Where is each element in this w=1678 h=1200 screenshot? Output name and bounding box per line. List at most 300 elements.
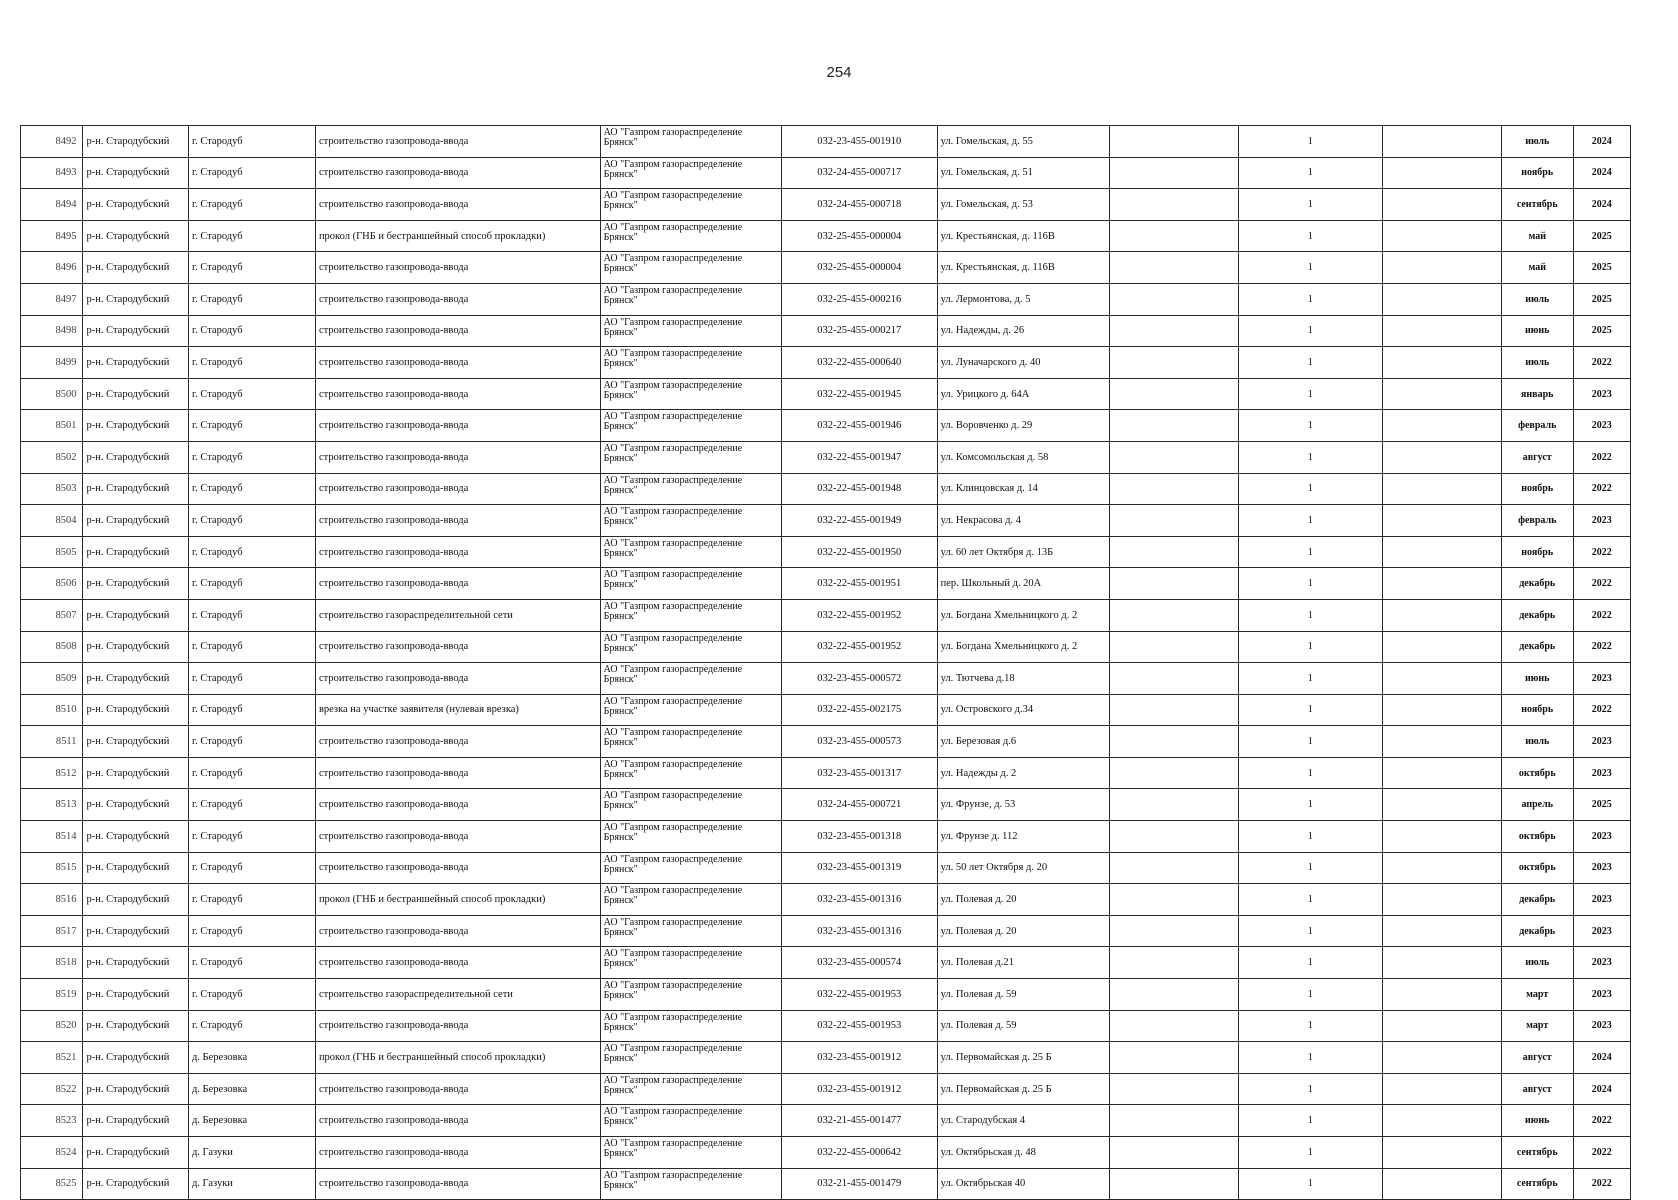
- table-row: [21, 315, 1631, 347]
- address-cell: ул. Полевая д. 59: [937, 979, 1109, 1011]
- work-type-cell: прокол (ГНБ и бестраншейный способ прокладки): [315, 220, 600, 252]
- work-type-cell: строительство газопровода-ввода: [315, 757, 600, 789]
- object-code-cell: 032-22-455-002175: [781, 694, 937, 726]
- organization-cell: АО "Газпром газораспределение Брянск": [600, 1105, 781, 1137]
- table-row: [21, 1073, 1631, 1105]
- district-cell: р-н. Стародубский: [83, 599, 188, 631]
- empty-cell: [1383, 1168, 1502, 1200]
- quantity-cell: 1: [1238, 568, 1382, 600]
- row-number: 8503: [21, 473, 83, 505]
- organization-cell: АО "Газпром газораспределение Брянск": [600, 757, 781, 789]
- work-type-cell: строительство газопровода-ввода: [315, 1073, 600, 1105]
- row-number: 8523: [21, 1105, 83, 1137]
- organization-cell: АО "Газпром газораспределение Брянск": [600, 726, 781, 758]
- row-number: 8512: [21, 757, 83, 789]
- row-number: 8520: [21, 1010, 83, 1042]
- year-cell: 2022: [1573, 1105, 1630, 1137]
- locality-cell: д. Березовка: [188, 1073, 315, 1105]
- work-type-cell: прокол (ГНБ и бестраншейный способ прокладки): [315, 1042, 600, 1074]
- address-cell: ул. Стародубская 4: [937, 1105, 1109, 1137]
- district-cell: р-н. Стародубский: [83, 347, 188, 379]
- locality-cell: г. Стародуб: [188, 663, 315, 695]
- district-cell: р-н. Стародубский: [83, 821, 188, 853]
- object-code-cell: 032-22-455-001950: [781, 536, 937, 568]
- empty-cell: [1109, 283, 1238, 315]
- quantity-cell: 1: [1238, 1073, 1382, 1105]
- object-code-cell: 032-22-455-001953: [781, 979, 937, 1011]
- month-cell: июнь: [1501, 663, 1573, 695]
- empty-cell: [1383, 789, 1502, 821]
- year-cell: 2023: [1573, 979, 1630, 1011]
- district-cell: р-н. Стародубский: [83, 663, 188, 695]
- year-cell: 2022: [1573, 568, 1630, 600]
- empty-cell: [1383, 1137, 1502, 1169]
- table-row: [21, 410, 1631, 442]
- address-cell: ул. Октябрьская 40: [937, 1168, 1109, 1200]
- quantity-cell: 1: [1238, 157, 1382, 189]
- locality-cell: г. Стародуб: [188, 157, 315, 189]
- row-number: 8499: [21, 347, 83, 379]
- empty-cell: [1383, 505, 1502, 537]
- year-cell: 2022: [1573, 441, 1630, 473]
- month-cell: июль: [1501, 726, 1573, 758]
- quantity-cell: 1: [1238, 726, 1382, 758]
- row-number: 8508: [21, 631, 83, 663]
- address-cell: ул. Гомельская, д. 51: [937, 157, 1109, 189]
- empty-cell: [1383, 631, 1502, 663]
- work-type-cell: прокол (ГНБ и бестраншейный способ прокладки): [315, 884, 600, 916]
- year-cell: 2022: [1573, 694, 1630, 726]
- quantity-cell: 1: [1238, 283, 1382, 315]
- month-cell: декабрь: [1501, 884, 1573, 916]
- quantity-cell: 1: [1238, 126, 1382, 158]
- empty-cell: [1109, 915, 1238, 947]
- work-type-cell: строительство газораспределительной сети: [315, 979, 600, 1011]
- locality-cell: г. Стародуб: [188, 473, 315, 505]
- quantity-cell: 1: [1238, 347, 1382, 379]
- locality-cell: г. Стародуб: [188, 315, 315, 347]
- table-row: [21, 505, 1631, 537]
- row-number: 8494: [21, 189, 83, 221]
- work-type-cell: строительство газопровода-ввода: [315, 947, 600, 979]
- work-type-cell: строительство газопровода-ввода: [315, 852, 600, 884]
- quantity-cell: 1: [1238, 1105, 1382, 1137]
- district-cell: р-н. Стародубский: [83, 378, 188, 410]
- object-code-cell: 032-25-455-000004: [781, 252, 937, 284]
- table-row: [21, 441, 1631, 473]
- month-cell: ноябрь: [1501, 157, 1573, 189]
- address-cell: ул. Некрасова д. 4: [937, 505, 1109, 537]
- district-cell: р-н. Стародубский: [83, 1105, 188, 1137]
- organization-cell: АО "Газпром газораспределение Брянск": [600, 536, 781, 568]
- address-cell: ул. Крестьянская, д. 116В: [937, 220, 1109, 252]
- district-cell: р-н. Стародубский: [83, 1042, 188, 1074]
- organization-cell: АО "Газпром газораспределение Брянск": [600, 915, 781, 947]
- year-cell: 2022: [1573, 1137, 1630, 1169]
- empty-cell: [1109, 947, 1238, 979]
- object-code-cell: 032-23-455-000573: [781, 726, 937, 758]
- empty-cell: [1109, 1073, 1238, 1105]
- empty-cell: [1383, 915, 1502, 947]
- organization-cell: АО "Газпром газораспределение Брянск": [600, 568, 781, 600]
- work-type-cell: строительство газопровода-ввода: [315, 315, 600, 347]
- district-cell: р-н. Стародубский: [83, 220, 188, 252]
- empty-cell: [1383, 979, 1502, 1011]
- month-cell: ноябрь: [1501, 536, 1573, 568]
- organization-cell: АО "Газпром газораспределение Брянск": [600, 220, 781, 252]
- month-cell: апрель: [1501, 789, 1573, 821]
- month-cell: июль: [1501, 347, 1573, 379]
- row-number: 8519: [21, 979, 83, 1011]
- month-cell: декабрь: [1501, 631, 1573, 663]
- row-number: 8501: [21, 410, 83, 442]
- organization-cell: АО "Газпром газораспределение Брянск": [600, 694, 781, 726]
- district-cell: р-н. Стародубский: [83, 789, 188, 821]
- month-cell: август: [1501, 1073, 1573, 1105]
- empty-cell: [1109, 726, 1238, 758]
- table-row: [21, 915, 1631, 947]
- row-number: 8511: [21, 726, 83, 758]
- organization-cell: АО "Газпром газораспределение Брянск": [600, 410, 781, 442]
- address-cell: ул. Крестьянская, д. 116В: [937, 252, 1109, 284]
- quantity-cell: 1: [1238, 1168, 1382, 1200]
- row-number: 8493: [21, 157, 83, 189]
- quantity-cell: 1: [1238, 410, 1382, 442]
- object-code-cell: 032-24-455-000721: [781, 789, 937, 821]
- address-cell: ул. Первомайская д. 25 Б: [937, 1042, 1109, 1074]
- empty-cell: [1109, 1105, 1238, 1137]
- empty-cell: [1383, 599, 1502, 631]
- empty-cell: [1109, 1042, 1238, 1074]
- row-number: 8506: [21, 568, 83, 600]
- row-number: 8522: [21, 1073, 83, 1105]
- table-row: [21, 220, 1631, 252]
- quantity-cell: 1: [1238, 189, 1382, 221]
- row-number: 8495: [21, 220, 83, 252]
- month-cell: сентябрь: [1501, 1137, 1573, 1169]
- year-cell: 2024: [1573, 157, 1630, 189]
- table-row: [21, 283, 1631, 315]
- month-cell: июль: [1501, 283, 1573, 315]
- work-type-cell: строительство газопровода-ввода: [315, 283, 600, 315]
- district-cell: р-н. Стародубский: [83, 536, 188, 568]
- empty-cell: [1109, 852, 1238, 884]
- empty-cell: [1109, 631, 1238, 663]
- quantity-cell: 1: [1238, 694, 1382, 726]
- locality-cell: г. Стародуб: [188, 599, 315, 631]
- table-row: [21, 126, 1631, 158]
- work-type-cell: строительство газопровода-ввода: [315, 726, 600, 758]
- work-type-cell: строительство газопровода-ввода: [315, 126, 600, 158]
- organization-cell: АО "Газпром газораспределение Брянск": [600, 789, 781, 821]
- district-cell: р-н. Стародубский: [83, 1010, 188, 1042]
- district-cell: р-н. Стародубский: [83, 884, 188, 916]
- address-cell: ул. Гомельская, д. 53: [937, 189, 1109, 221]
- row-number: 8525: [21, 1168, 83, 1200]
- row-number: 8518: [21, 947, 83, 979]
- address-cell: ул. Октябрьская д. 48: [937, 1137, 1109, 1169]
- district-cell: р-н. Стародубский: [83, 915, 188, 947]
- organization-cell: АО "Газпром газораспределение Брянск": [600, 1168, 781, 1200]
- organization-cell: АО "Газпром газораспределение Брянск": [600, 884, 781, 916]
- object-code-cell: 032-25-455-000004: [781, 220, 937, 252]
- registry-table: [20, 125, 1631, 1200]
- year-cell: 2022: [1573, 631, 1630, 663]
- quantity-cell: 1: [1238, 315, 1382, 347]
- table-row: [21, 979, 1631, 1011]
- table-row: [21, 1168, 1631, 1200]
- empty-cell: [1383, 315, 1502, 347]
- empty-cell: [1109, 884, 1238, 916]
- object-code-cell: 032-23-455-000572: [781, 663, 937, 695]
- quantity-cell: 1: [1238, 252, 1382, 284]
- work-type-cell: строительство газопровода-ввода: [315, 505, 600, 537]
- work-type-cell: строительство газопровода-ввода: [315, 473, 600, 505]
- year-cell: 2025: [1573, 283, 1630, 315]
- district-cell: р-н. Стародубский: [83, 157, 188, 189]
- address-cell: ул. Тютчева д.18: [937, 663, 1109, 695]
- district-cell: р-н. Стародубский: [83, 505, 188, 537]
- empty-cell: [1383, 283, 1502, 315]
- empty-cell: [1109, 599, 1238, 631]
- empty-cell: [1109, 473, 1238, 505]
- month-cell: июнь: [1501, 1105, 1573, 1137]
- work-type-cell: строительство газопровода-ввода: [315, 378, 600, 410]
- locality-cell: г. Стародуб: [188, 252, 315, 284]
- locality-cell: д. Газуки: [188, 1137, 315, 1169]
- month-cell: май: [1501, 220, 1573, 252]
- year-cell: 2022: [1573, 1168, 1630, 1200]
- empty-cell: [1109, 1168, 1238, 1200]
- locality-cell: г. Стародуб: [188, 694, 315, 726]
- row-number: 8524: [21, 1137, 83, 1169]
- organization-cell: АО "Газпром газораспределение Брянск": [600, 441, 781, 473]
- object-code-cell: 032-22-455-001948: [781, 473, 937, 505]
- work-type-cell: строительство газопровода-ввода: [315, 789, 600, 821]
- empty-cell: [1109, 789, 1238, 821]
- organization-cell: АО "Газпром газораспределение Брянск": [600, 347, 781, 379]
- object-code-cell: 032-22-455-001953: [781, 1010, 937, 1042]
- district-cell: р-н. Стародубский: [83, 694, 188, 726]
- quantity-cell: 1: [1238, 1137, 1382, 1169]
- locality-cell: г. Стародуб: [188, 441, 315, 473]
- organization-cell: АО "Газпром газораспределение Брянск": [600, 505, 781, 537]
- locality-cell: г. Стародуб: [188, 979, 315, 1011]
- address-cell: ул. Полевая д. 20: [937, 915, 1109, 947]
- work-type-cell: строительство газопровода-ввода: [315, 1105, 600, 1137]
- row-number: 8502: [21, 441, 83, 473]
- address-cell: ул. Первомайская д. 25 Б: [937, 1073, 1109, 1105]
- row-number: 8504: [21, 505, 83, 537]
- month-cell: октябрь: [1501, 757, 1573, 789]
- year-cell: 2023: [1573, 410, 1630, 442]
- object-code-cell: 032-21-455-001477: [781, 1105, 937, 1137]
- month-cell: март: [1501, 979, 1573, 1011]
- object-code-cell: 032-23-455-001318: [781, 821, 937, 853]
- table-row: [21, 947, 1631, 979]
- object-code-cell: 032-23-455-001316: [781, 884, 937, 916]
- object-code-cell: 032-22-455-001951: [781, 568, 937, 600]
- locality-cell: г. Стародуб: [188, 884, 315, 916]
- empty-cell: [1109, 821, 1238, 853]
- organization-cell: АО "Газпром газораспределение Брянск": [600, 126, 781, 158]
- district-cell: р-н. Стародубский: [83, 473, 188, 505]
- district-cell: р-н. Стародубский: [83, 947, 188, 979]
- table-row: [21, 599, 1631, 631]
- row-number: 8505: [21, 536, 83, 568]
- object-code-cell: 032-22-455-001949: [781, 505, 937, 537]
- object-code-cell: 032-23-455-001912: [781, 1073, 937, 1105]
- table-row: [21, 789, 1631, 821]
- empty-cell: [1383, 536, 1502, 568]
- address-cell: ул. Полевая д. 20: [937, 884, 1109, 916]
- work-type-cell: врезка на участке заявителя (нулевая врезка): [315, 694, 600, 726]
- quantity-cell: 1: [1238, 663, 1382, 695]
- address-cell: ул. Лермонтова, д. 5: [937, 283, 1109, 315]
- locality-cell: г. Стародуб: [188, 220, 315, 252]
- quantity-cell: 1: [1238, 536, 1382, 568]
- table-row: [21, 694, 1631, 726]
- row-number: 8515: [21, 852, 83, 884]
- organization-cell: АО "Газпром газораспределение Брянск": [600, 283, 781, 315]
- empty-cell: [1383, 757, 1502, 789]
- object-code-cell: 032-22-455-001952: [781, 599, 937, 631]
- empty-cell: [1109, 979, 1238, 1011]
- locality-cell: г. Стародуб: [188, 1010, 315, 1042]
- organization-cell: АО "Газпром газораспределение Брянск": [600, 1073, 781, 1105]
- locality-cell: г. Стародуб: [188, 126, 315, 158]
- year-cell: 2023: [1573, 1010, 1630, 1042]
- row-number: 8514: [21, 821, 83, 853]
- organization-cell: АО "Газпром газораспределение Брянск": [600, 599, 781, 631]
- table-row: [21, 568, 1631, 600]
- organization-cell: АО "Газпром газораспределение Брянск": [600, 252, 781, 284]
- month-cell: сентябрь: [1501, 1168, 1573, 1200]
- object-code-cell: 032-22-455-001952: [781, 631, 937, 663]
- object-code-cell: 032-23-455-001316: [781, 915, 937, 947]
- district-cell: р-н. Стародубский: [83, 1137, 188, 1169]
- work-type-cell: строительство газопровода-ввода: [315, 663, 600, 695]
- empty-cell: [1383, 252, 1502, 284]
- year-cell: 2023: [1573, 757, 1630, 789]
- year-cell: 2025: [1573, 789, 1630, 821]
- empty-cell: [1109, 220, 1238, 252]
- empty-cell: [1109, 536, 1238, 568]
- empty-cell: [1109, 126, 1238, 158]
- empty-cell: [1383, 1105, 1502, 1137]
- empty-cell: [1109, 378, 1238, 410]
- year-cell: 2023: [1573, 947, 1630, 979]
- empty-cell: [1383, 726, 1502, 758]
- quantity-cell: 1: [1238, 631, 1382, 663]
- quantity-cell: 1: [1238, 821, 1382, 853]
- quantity-cell: 1: [1238, 789, 1382, 821]
- year-cell: 2023: [1573, 505, 1630, 537]
- month-cell: август: [1501, 441, 1573, 473]
- object-code-cell: 032-25-455-000217: [781, 315, 937, 347]
- object-code-cell: 032-23-455-001910: [781, 126, 937, 158]
- locality-cell: г. Стародуб: [188, 947, 315, 979]
- object-code-cell: 032-22-455-000640: [781, 347, 937, 379]
- address-cell: ул. Воровченко д. 29: [937, 410, 1109, 442]
- work-type-cell: строительство газопровода-ввода: [315, 821, 600, 853]
- object-code-cell: 032-22-455-001947: [781, 441, 937, 473]
- table-row: [21, 852, 1631, 884]
- year-cell: 2022: [1573, 347, 1630, 379]
- year-cell: 2025: [1573, 315, 1630, 347]
- row-number: 8509: [21, 663, 83, 695]
- empty-cell: [1109, 1137, 1238, 1169]
- table-row: [21, 726, 1631, 758]
- address-cell: ул. Богдана Хмельницкого д. 2: [937, 631, 1109, 663]
- organization-cell: АО "Газпром газораспределение Брянск": [600, 631, 781, 663]
- locality-cell: г. Стародуб: [188, 505, 315, 537]
- work-type-cell: строительство газопровода-ввода: [315, 410, 600, 442]
- organization-cell: АО "Газпром газораспределение Брянск": [600, 821, 781, 853]
- empty-cell: [1383, 1042, 1502, 1074]
- year-cell: 2022: [1573, 599, 1630, 631]
- empty-cell: [1109, 410, 1238, 442]
- object-code-cell: 032-24-455-000718: [781, 189, 937, 221]
- table-row: [21, 631, 1631, 663]
- empty-cell: [1109, 757, 1238, 789]
- work-type-cell: строительство газопровода-ввода: [315, 189, 600, 221]
- month-cell: ноябрь: [1501, 473, 1573, 505]
- empty-cell: [1109, 663, 1238, 695]
- address-cell: ул. Фрунзе д. 112: [937, 821, 1109, 853]
- locality-cell: г. Стародуб: [188, 378, 315, 410]
- address-cell: ул. Гомельская, д. 55: [937, 126, 1109, 158]
- address-cell: ул. Надежды, д. 26: [937, 315, 1109, 347]
- work-type-cell: строительство газопровода-ввода: [315, 568, 600, 600]
- locality-cell: д. Березовка: [188, 1105, 315, 1137]
- address-cell: ул. Полевая д.21: [937, 947, 1109, 979]
- table-row: [21, 663, 1631, 695]
- empty-cell: [1383, 947, 1502, 979]
- quantity-cell: 1: [1238, 852, 1382, 884]
- district-cell: р-н. Стародубский: [83, 979, 188, 1011]
- table-row: [21, 252, 1631, 284]
- empty-cell: [1383, 821, 1502, 853]
- district-cell: р-н. Стародубский: [83, 189, 188, 221]
- object-code-cell: 032-22-455-001946: [781, 410, 937, 442]
- row-number: 8500: [21, 378, 83, 410]
- district-cell: р-н. Стародубский: [83, 1168, 188, 1200]
- address-cell: ул. Комсомольская д. 58: [937, 441, 1109, 473]
- quantity-cell: 1: [1238, 378, 1382, 410]
- locality-cell: г. Стародуб: [188, 789, 315, 821]
- empty-cell: [1383, 663, 1502, 695]
- table-row: [21, 1042, 1631, 1074]
- district-cell: р-н. Стародубский: [83, 1073, 188, 1105]
- object-code-cell: 032-21-455-001479: [781, 1168, 937, 1200]
- month-cell: декабрь: [1501, 568, 1573, 600]
- locality-cell: г. Стародуб: [188, 757, 315, 789]
- empty-cell: [1109, 441, 1238, 473]
- district-cell: р-н. Стародубский: [83, 852, 188, 884]
- organization-cell: АО "Газпром газораспределение Брянск": [600, 315, 781, 347]
- table-row: [21, 1137, 1631, 1169]
- table-row: [21, 378, 1631, 410]
- organization-cell: АО "Газпром газораспределение Брянск": [600, 378, 781, 410]
- month-cell: октябрь: [1501, 852, 1573, 884]
- month-cell: март: [1501, 1010, 1573, 1042]
- district-cell: р-н. Стародубский: [83, 631, 188, 663]
- district-cell: р-н. Стародубский: [83, 568, 188, 600]
- locality-cell: г. Стародуб: [188, 347, 315, 379]
- locality-cell: г. Стародуб: [188, 726, 315, 758]
- object-code-cell: 032-23-455-001912: [781, 1042, 937, 1074]
